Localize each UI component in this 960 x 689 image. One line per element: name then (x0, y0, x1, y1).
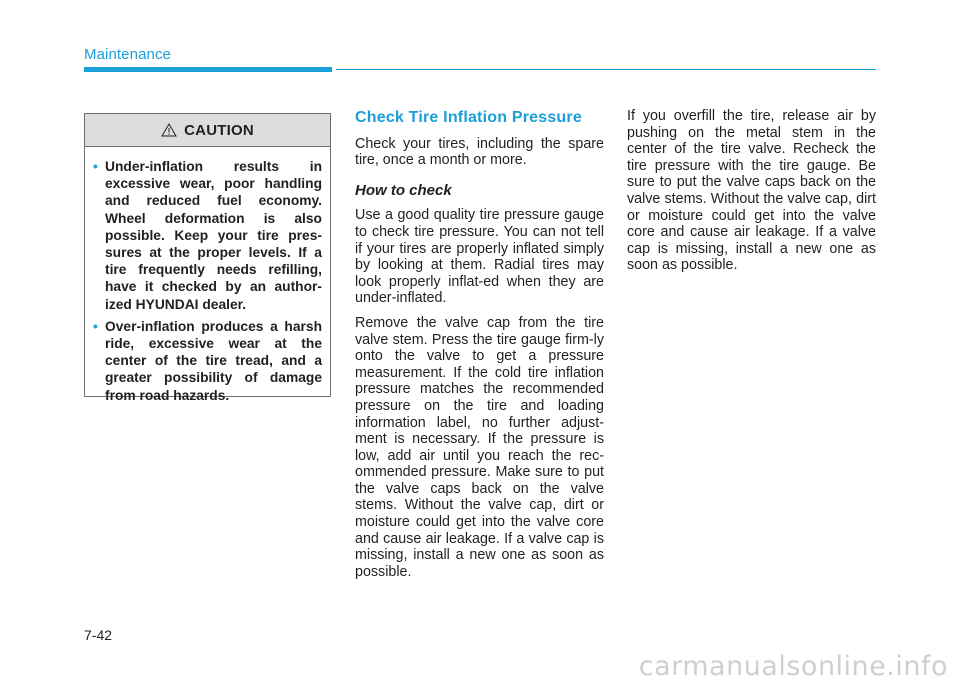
header-rule-thin (336, 69, 876, 70)
page-number: 7-42 (84, 627, 113, 643)
caution-item (93, 318, 322, 404)
right-column (627, 108, 876, 282)
middle-column (355, 108, 604, 588)
caution-item-text: Under-inflation results in excessive wear, poor handling and reduced fuel economy. Wheel deformation is also possible. Keep your tire pres-sures at the proper levels. If a tire frequently needs refilling, have it checked by an author-ized HYUNDAI dealer. (105, 159, 322, 312)
body-paragraph: If you overfill the tire, release air by pushing on the metal stem in the center of the tire valve. Recheck the tire pressure with the tire gauge. Be sure to put the valve caps back on the valve stems. Without the valve cap, dirt or moisture could get into the valve core and cause air leakage. If a valve cap is missing, install a new one as soon as possible. (627, 108, 876, 274)
caution-item-text: Over-inflation produces a harsh ride, excessive wear at the center of the tire tread, and a greater possibility of damage from road hazards. (105, 318, 322, 403)
section-title: Maintenance (84, 46, 171, 63)
caution-title: CAUTION (184, 121, 254, 139)
intro-paragraph: Check your tires, including the spare tire, once a month or more. (355, 135, 604, 169)
section-heading: Check Tire Inflation Pressure (355, 109, 582, 126)
header-rule-thick (84, 67, 332, 72)
caution-list (85, 147, 330, 404)
watermark: carmanualsonline.info (638, 651, 948, 682)
bullet-dot: • (93, 159, 98, 174)
warning-triangle-icon (161, 123, 177, 137)
caution-item (93, 158, 322, 313)
caution-box (84, 113, 331, 403)
body-paragraph: Use a good quality tire pressure gauge to check tire pressure. You can not tell if your tires are properly inflated simply by looking at them. Radial tires may look properly inflat-ed when they are under-inflated. (355, 207, 604, 307)
bullet-dot: • (93, 318, 98, 334)
body-paragraph: Remove the valve cap from the tire valve stem. Press the tire gauge firm-ly onto the valve to get a pressure measurement. If the cold tire inflation pressure matches the recommended pressure on the tire and loading information label, no further adjust-ment is necessary. If the pressure is low, add air until you reach the rec-ommended pressure. Make sure to put the valve caps back on the valve stems. Without the valve cap, dirt or moisture could get into the valve core and cause air leakage. If a valve cap is missing, install a new one as soon as possible. (355, 314, 604, 580)
subheading: How to check (355, 181, 452, 199)
caution-header (85, 114, 330, 147)
